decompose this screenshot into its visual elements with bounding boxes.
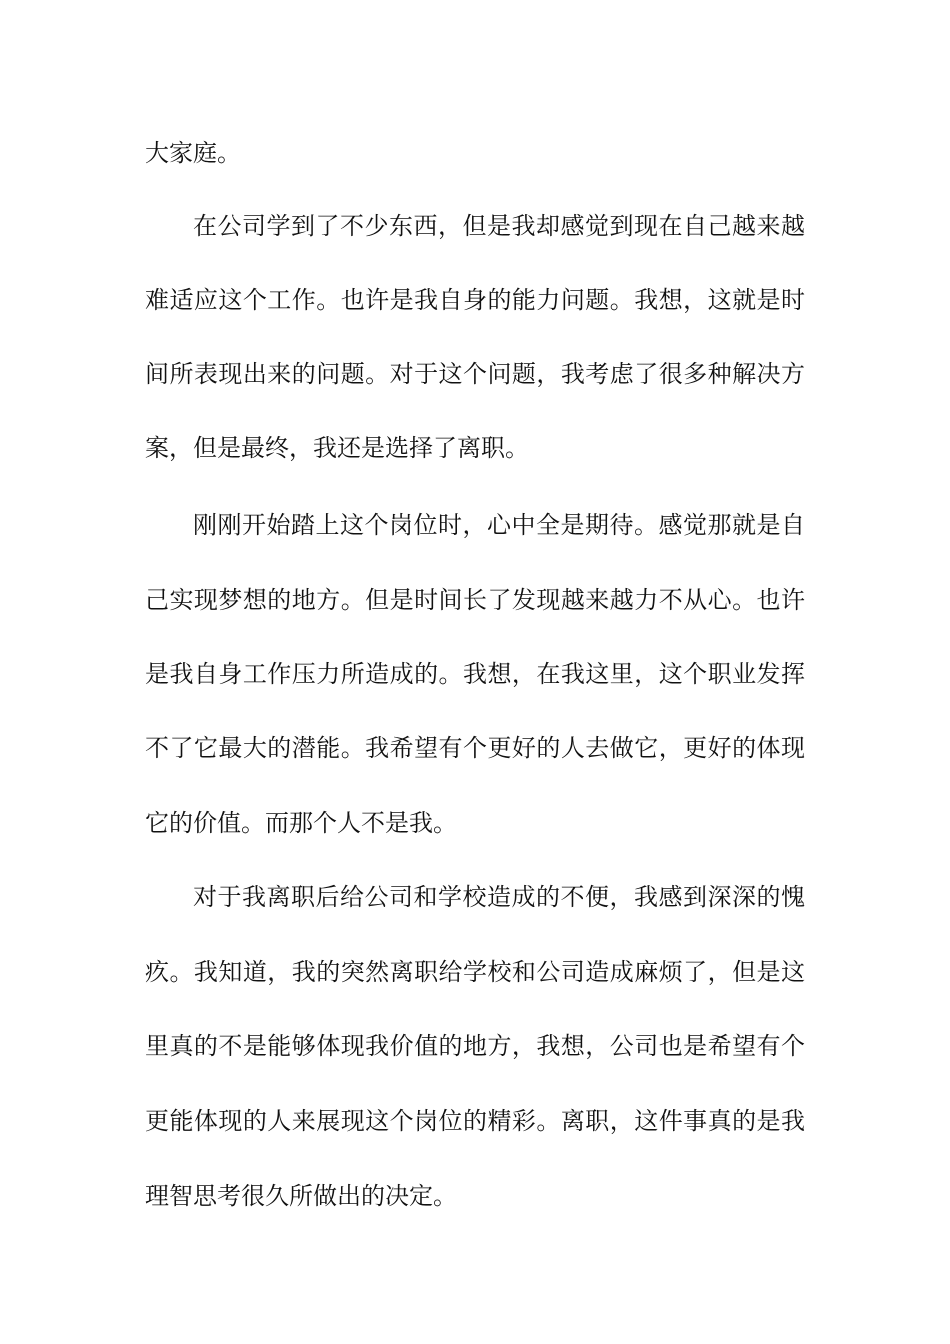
paragraph-line: 是我自身工作压力所造成的。我想，在我这里，这个职业发挥 <box>145 660 805 688</box>
paragraph-line: 疚。我知道，我的突然离职给学校和公司造成麻烦了，但是这 <box>145 958 805 986</box>
paragraph-line: 刚刚开始踏上这个岗位时，心中全是期待。感觉那就是自 <box>193 511 805 539</box>
paragraph-line: 它的价值。而那个人不是我。 <box>145 809 457 837</box>
paragraph-line: 在公司学到了不少东西，但是我却感觉到现在自己越来越 <box>193 212 805 240</box>
paragraph-line: 难适应这个工作。也许是我自身的能力问题。我想，这就是时 <box>145 286 805 314</box>
paragraph-line: 案，但是最终，我还是选择了离职。 <box>145 434 529 462</box>
paragraph-line: 己实现梦想的地方。但是时间长了发现越来越力不从心。也许 <box>145 586 805 614</box>
paragraph-line: 大家庭。 <box>145 139 241 167</box>
paragraph-line: 对于我离职后给公司和学校造成的不便，我感到深深的愧 <box>193 883 805 911</box>
paragraph-line: 不了它最大的潜能。我希望有个更好的人去做它，更好的体现 <box>145 734 805 762</box>
paragraph-line: 理智思考很久所做出的决定。 <box>145 1182 457 1210</box>
paragraph-line: 间所表现出来的问题。对于这个问题，我考虑了很多种解决方 <box>145 360 805 388</box>
paragraph-line: 里真的不是能够体现我价值的地方，我想，公司也是希望有个 <box>145 1032 805 1060</box>
paragraph-line: 更能体现的人来展现这个岗位的精彩。离职，这件事真的是我 <box>145 1107 805 1135</box>
